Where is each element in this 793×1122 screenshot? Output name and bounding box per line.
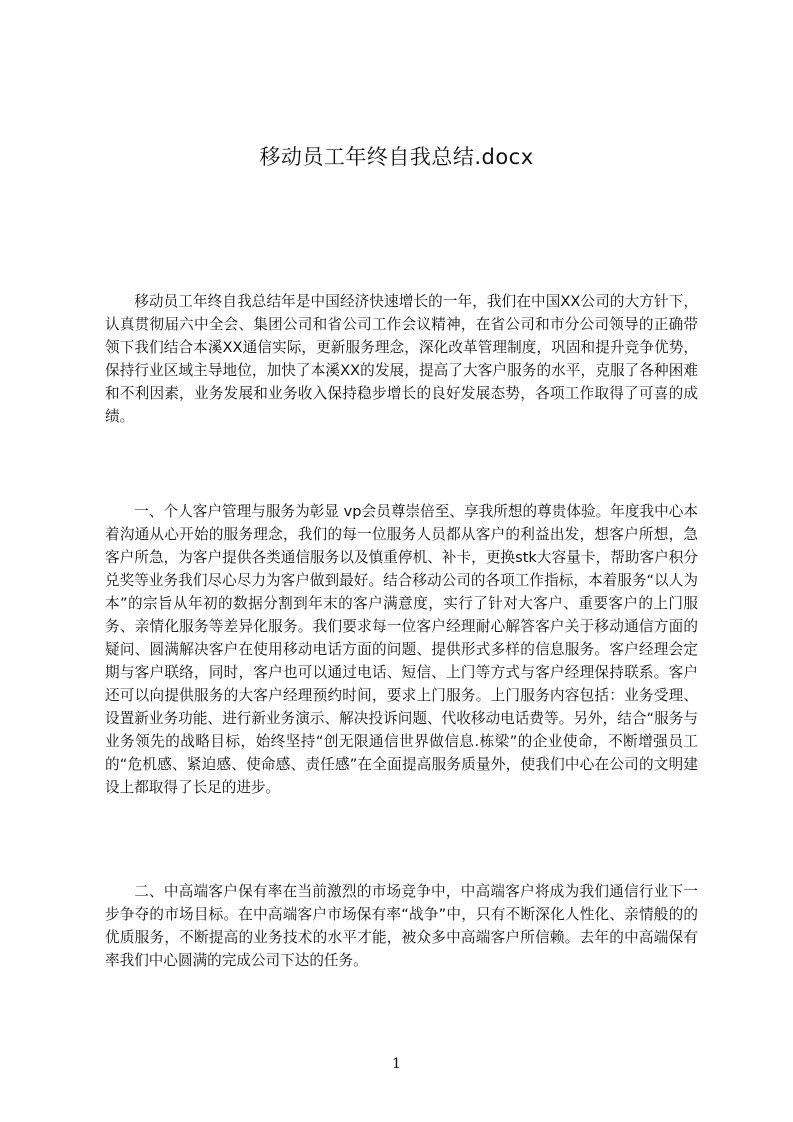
page-number: 1 xyxy=(392,1056,401,1072)
paragraph-intro: 移动员工年终自我总结年是中国经济快速增长的一年，我们在中国XX公司的大方针下，认真贯彻届六中全会、集团公司和省公司工作会议精神，在省公司和市分公司领导的正确带领下我们结合本溪XX通信实际，更新服务理念，深化改革管理制度，巩固和提升竞争优势，保持行业区域主导地位，加快了本溪XX的发展，提高了大客户服务的水平，克服了各种困难和不利因素，业务发展和业务收入保持稳步增长的良好发展态势，各项工作取得了可喜的成绩。 xyxy=(105,293,698,425)
paragraph-personal-customer-service: 一、个人客户管理与服务为彰显 vp会员尊崇倍至、享我所想的尊贵体验。年度我中心本着沟通从心开始的服务理念，我们的每一位服务人员都从客户的利益出发，想客户所想，急客户所急，为客户提供各类通信服务以及慎重停机、补卡，更换stk大容量卡，帮助客户积分兑奖等业务我们尽心尽力为客户做到最好。结合移动公司的各项工作指标，本着服务“以人为本”的宗旨从年初的数据分割到年末的客户满意度，实行了针对大客户、重要客户的上门服务、亲情化服务等差异化服务。我们要求每一位客户经理耐心解答客户关于移动通信方面的疑问、圆满解决客户在使用移动电话方面的问题、提供形式多样的信息服务。客户经理会定期与客户联络，同时，客户也可以通过电话、短信、上门等方式与客户经理保持联系。客户还可以向提供服务的大客户经理预约时间，要求上门服务。上门服务内容包括：业务受理、设置新业务功能、进行新业务演示、解决投诉问题、代收移动电话费等。另外，结合“服务与业务领先的战略目标，始终坚持“创无限通信世界做信息.栋梁”的企业使命，不断增强员工的“危机感、紧迫感、使命感、责任感”在全面提高服务质量外，使我们中心在公司的文明建设上都取得了长足的进步。 xyxy=(105,503,698,796)
document-title: 移动员工年终自我总结.docx xyxy=(259,145,534,169)
paragraph-high-end-retention: 二、中高端客户保有率在当前激烈的市场竞争中，中高端客户将成为我们通信行业下一步争夺的市场目标。在中高端客户市场保有率“战争”中，只有不断深化人性化、亲情般的的优质服务，不断提高的业务技术的水平才能，被众多中高端客户所信赖。去年的中高端保有率我们中心圆满的完成公司下达的任务。 xyxy=(105,883,698,969)
